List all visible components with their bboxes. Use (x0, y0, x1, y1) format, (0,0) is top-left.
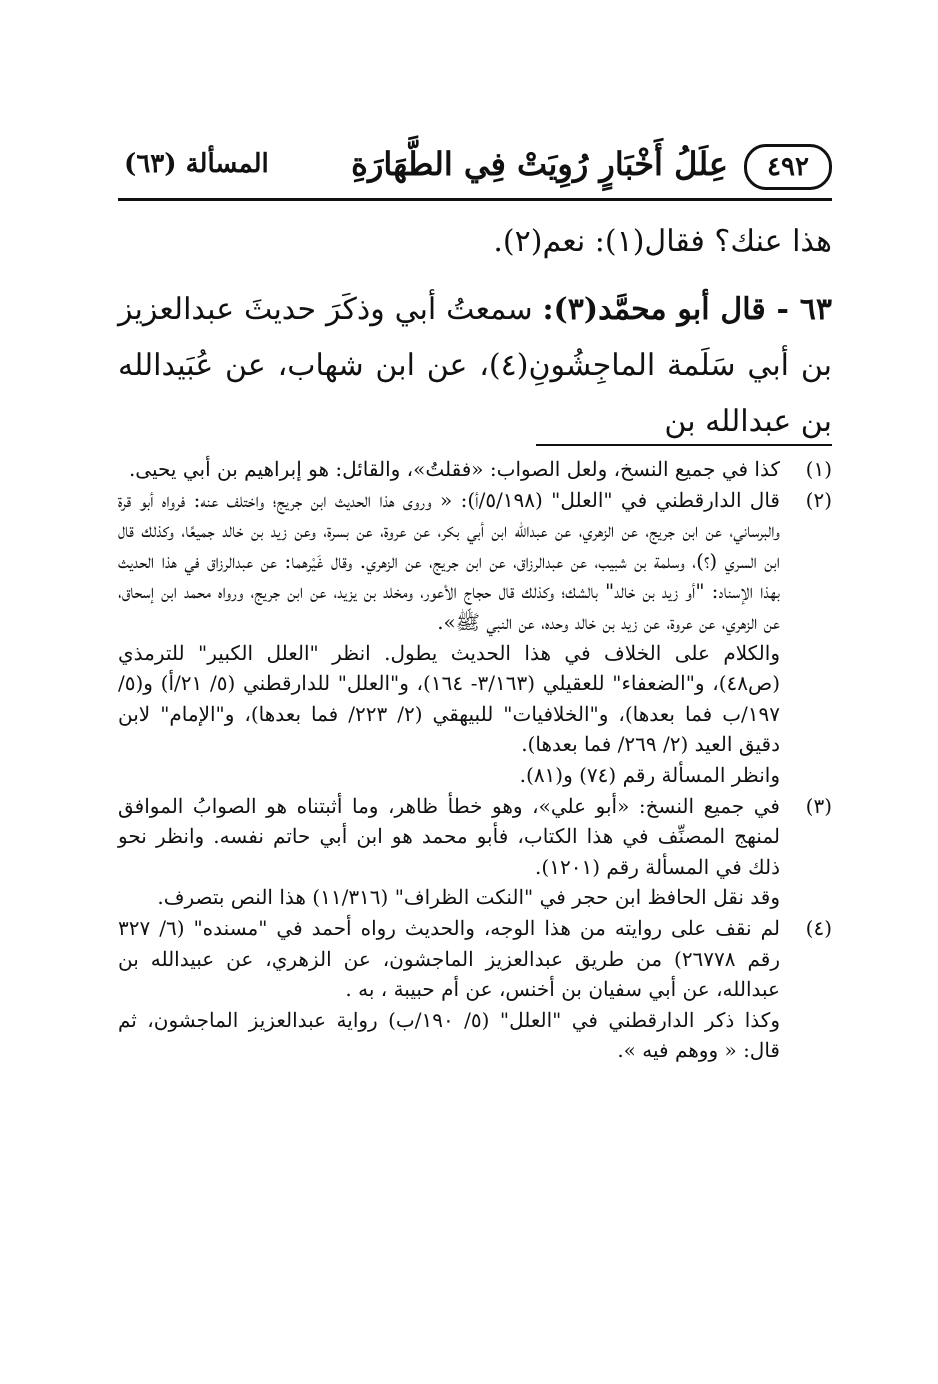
book-title: عِلَلُ أَخْبَارٍ رُوِيَتْ فِي الطَّهَارَةِ (351, 145, 728, 183)
main-line-1: هذا عنك؟ فقال(١): نعم(٢). (493, 224, 832, 259)
page-number: ٤٩٢ (744, 144, 832, 190)
footnote-number: (٤) (805, 915, 832, 940)
footnote-divider (536, 444, 832, 446)
footnote-number: (١) (805, 457, 832, 481)
footnote-text: في جميع النسخ: «أبو علي»، وهو خطأ ظاهر، وما أثبتناه هو الصوابُ الموافق لمنهج المصنِّف في هذا الكتاب، فأبو محمد هو ابن أبي حاتم نفسه. وانظر نحو ذلك في المسألة رقم (١٢٠١). (118, 793, 780, 879)
main-text (118, 214, 832, 450)
paragraph-text: سمعتُ أبي وذكَرَ حديثَ عبدالعزيز بن أبي سَلَمة الماجِشُونِ(٤)، عن ابن شهاب، عن عُبَيدالله بن عبدالله بن (118, 292, 832, 439)
footnote-text: والكلام على الخلاف في هذا الحديث يطول. انظر "العلل الكبير" للترمذي (ص٤٨)، و"الضعفاء" للعقيلي (٣/١٦٣- ١٦٤)، و"العلل" للدارقطني (٥/ ٢١/أ) و(٥/ ١٩٧/ب فما بعدها)، و"الخلافيات" للبيهقي (٢/ ٢٢٣/ فما بعدها)، و"الإمام" لابن دقيق العيد (٢/ ٢٦٩/ فما بعدها). (118, 640, 781, 757)
footnote-4 (118, 913, 832, 1066)
footnote-text: لم نقف على روايته من هذا الوجه، والحديث رواه أحمد في "مسنده" (٦/ ٣٢٧ رقم ٢٦٧٧٨) من طريق عبدالعزيز الماجشون، عن الزهري، عن عبيدالله بن عبدالله، عن أبي سفيان بن أخنس، عن أم حبيبة ، به . (118, 915, 781, 1002)
footnotes (118, 454, 832, 1066)
footnote-text: وكذا ذكر الدارقطني في "العلل" (٥/ ١٩٠/ب) رواية عبدالعزيز الماجشون، ثم قال: « ووهم فيه ». (118, 1007, 780, 1063)
footnote-1 (118, 454, 832, 485)
header-divider (118, 198, 832, 201)
footnote-text: كذا في جميع النسخ، ولعل الصواب: «فقلتُ»، والقائل: هو إبراهيم بن أبي يحيى. (128, 457, 780, 481)
footnote-2 (118, 485, 832, 791)
footnote-number: (٢) (805, 487, 832, 512)
footnote-text: قال الدارقطني في "العلل" (٥/١٩٨/أ): « وروى هذا الحديث ابن جريج؛ واختلف عنه: فرواه أبو قرة والبرساني، عن ابن جريج، عن الزهري، عن عبدالله ابن أبي بكر، عن عروة، عن بسرة، وعن زيد بن خالد جميعًا، وكذلك قال ابن السري (؟)، وسلمة بن شبيب، عن عبدالرزاق، عن ابن جريج، عن الزهري. وقال غَيْرهما: عن عبدالرزاق في هذا الحديث بهذا الإسناد: "أو زيد بن خالد" بالشك؛ وكذلك قال حجاج الأعور، ومخلد بن يزيد، عن ابن جريج، ورواه محمد ابن إسحاق، عن الزهري، عن عروة، عن زيد بن خالد وحده، عن النبي ﷺ». (118, 487, 780, 634)
issue-label: المسألة (٦٣) (124, 149, 269, 179)
paragraph-label: ٦٣ - قال أبو محمَّد(٣): (542, 292, 832, 327)
footnote-text: وقد نقل الحافظ ابن حجر في "النكت الظراف" (١١/٣١٦) هذا النص بتصرف. (157, 885, 780, 910)
footnote-text: وانظر المسألة رقم (٧٤) و(٨١). (519, 762, 780, 787)
footnote-number: (٣) (805, 793, 832, 818)
running-header (118, 138, 832, 192)
main-paragraph (118, 282, 832, 450)
footnote-3 (118, 791, 832, 913)
